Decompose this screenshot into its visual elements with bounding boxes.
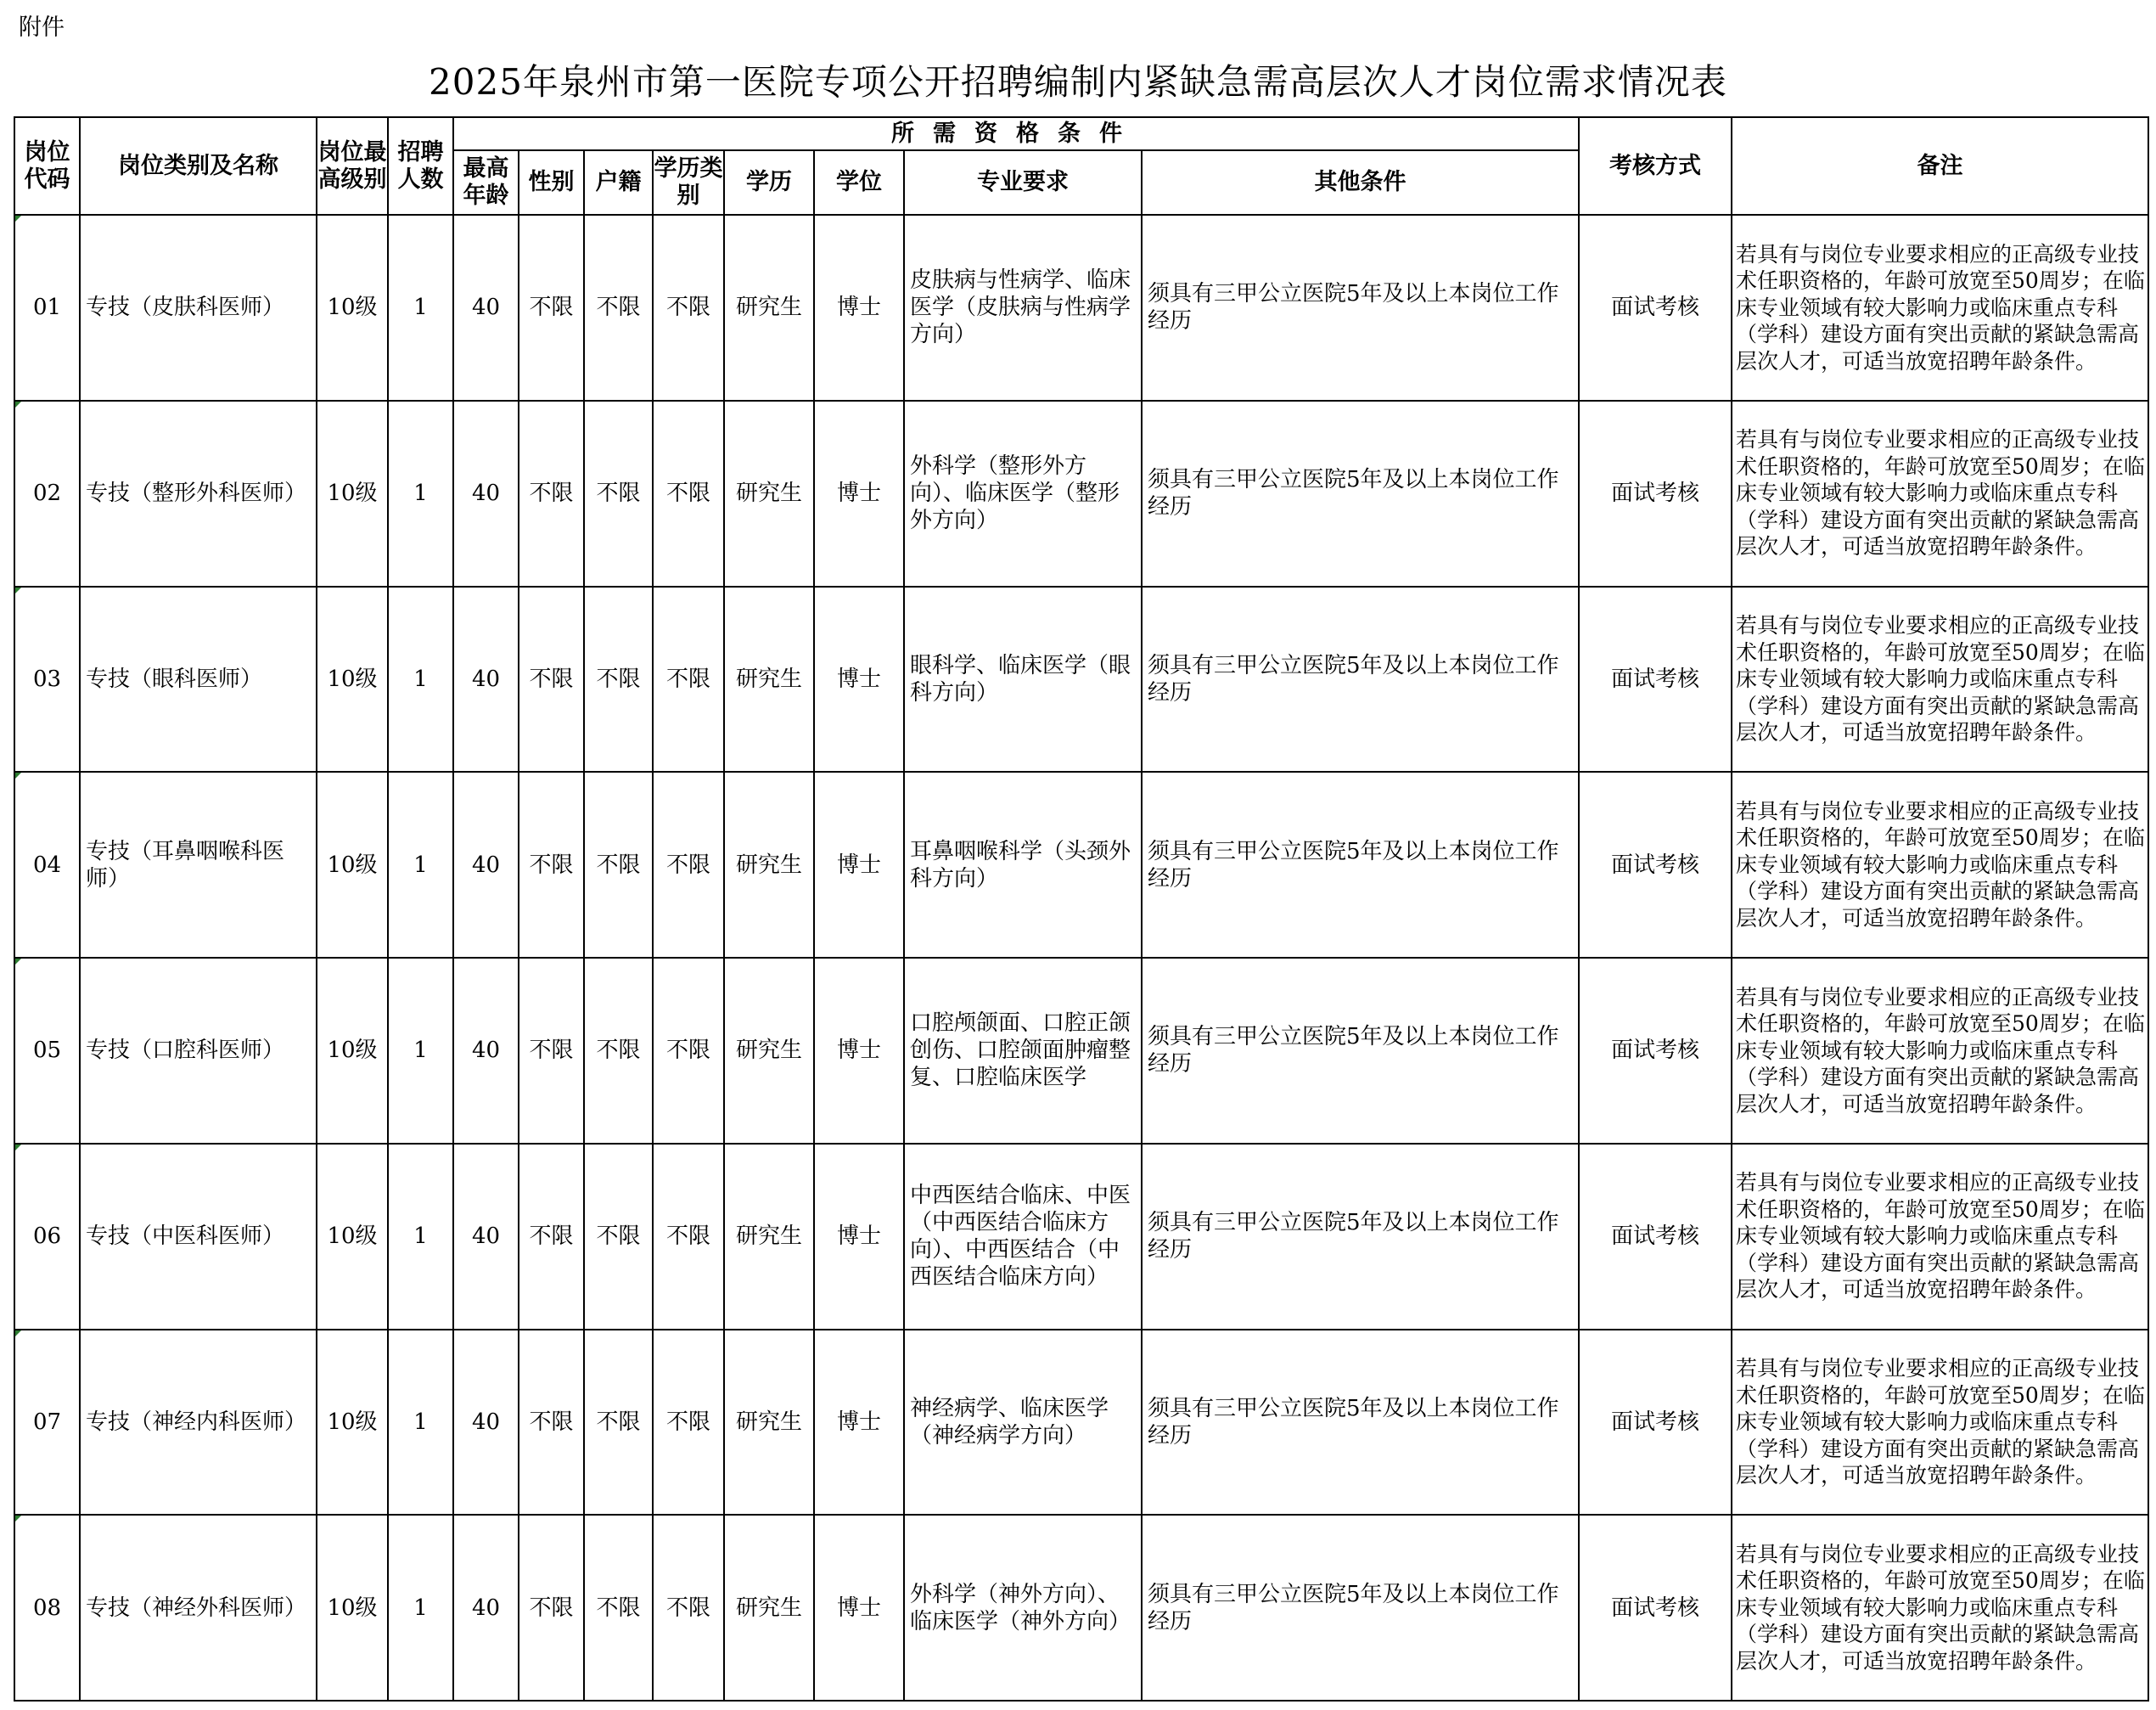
cell-position-name: 专技（整形外科医师）	[80, 401, 317, 587]
header-education: 学历	[724, 150, 814, 215]
cell-major: 皮肤病与性病学、临床医学（皮肤病与性病学方向）	[904, 215, 1142, 401]
cell-gender: 不限	[519, 1330, 584, 1516]
cell-other-conditions: 须具有三甲公立医院5年及以上本岗位工作经历	[1142, 772, 1579, 958]
table-row	[14, 772, 2148, 958]
cell-major: 眼科学、临床医学（眼科方向）	[904, 587, 1142, 773]
cell-position-name: 专技（口腔科医师）	[80, 958, 317, 1144]
cell-position-name: 专技（神经内科医师）	[80, 1330, 317, 1516]
table-row	[14, 401, 2148, 587]
cell-max-age: 40	[453, 587, 519, 773]
cell-assessment: 面试考核	[1579, 401, 1732, 587]
cell-education: 研究生	[724, 1515, 814, 1701]
cell-major: 耳鼻咽喉科学（头颈外科方向）	[904, 772, 1142, 958]
cell-degree: 博士	[814, 587, 904, 773]
cell-code: 01	[14, 215, 80, 401]
cell-education: 研究生	[724, 587, 814, 773]
cell-gender: 不限	[519, 958, 584, 1144]
cell-remarks: 若具有与岗位专业要求相应的正高级专业技术任职资格的，年龄可放宽至50周岁；在临床专业领域有较大影响力或临床重点专科（学科）建设方面有突出贡献的紧缺急需高层次人才，可适当放宽招聘年龄条件。	[1732, 958, 2148, 1144]
cell-other-conditions: 须具有三甲公立医院5年及以上本岗位工作经历	[1142, 1144, 1579, 1330]
cell-assessment: 面试考核	[1579, 587, 1732, 773]
cell-remarks: 若具有与岗位专业要求相应的正高级专业技术任职资格的，年龄可放宽至50周岁；在临床专业领域有较大影响力或临床重点专科（学科）建设方面有突出贡献的紧缺急需高层次人才，可适当放宽招聘年龄条件。	[1732, 1144, 2148, 1330]
cell-max-age: 40	[453, 1515, 519, 1701]
cell-degree: 博士	[814, 1515, 904, 1701]
cell-degree: 博士	[814, 772, 904, 958]
table-row	[14, 587, 2148, 773]
cell-level: 10级	[317, 1515, 388, 1701]
header-qualifications: 所需资格条件	[453, 117, 1579, 150]
cell-hukou: 不限	[584, 215, 653, 401]
cell-degree: 博士	[814, 958, 904, 1144]
cell-level: 10级	[317, 1144, 388, 1330]
cell-assessment: 面试考核	[1579, 1330, 1732, 1516]
cell-code: 05	[14, 958, 80, 1144]
header-other: 其他条件	[1142, 150, 1579, 215]
attachment-label: 附件	[19, 14, 65, 41]
page-title: 2025年泉州市第一医院专项公开招聘编制内紧缺急需高层次人才岗位需求情况表	[429, 61, 1727, 103]
cell-education: 研究生	[724, 772, 814, 958]
cell-education: 研究生	[724, 401, 814, 587]
cell-edu-type: 不限	[653, 401, 724, 587]
cell-education: 研究生	[724, 1144, 814, 1330]
cell-remarks: 若具有与岗位专业要求相应的正高级专业技术任职资格的，年龄可放宽至50周岁；在临床专业领域有较大影响力或临床重点专科（学科）建设方面有突出贡献的紧缺急需高层次人才，可适当放宽招聘年龄条件。	[1732, 401, 2148, 587]
recruitment-table	[14, 116, 2149, 1702]
cell-code: 03	[14, 587, 80, 773]
header-degree: 学位	[814, 150, 904, 215]
cell-assessment: 面试考核	[1579, 215, 1732, 401]
header-remarks: 备注	[1732, 117, 2148, 215]
cell-gender: 不限	[519, 1144, 584, 1330]
cell-code: 02	[14, 401, 80, 587]
cell-education: 研究生	[724, 958, 814, 1144]
cell-max-age: 40	[453, 958, 519, 1144]
cell-code: 06	[14, 1144, 80, 1330]
cell-count: 1	[388, 1330, 453, 1516]
table-row	[14, 1515, 2148, 1701]
cell-degree: 博士	[814, 401, 904, 587]
cell-education: 研究生	[724, 215, 814, 401]
cell-count: 1	[388, 1144, 453, 1330]
cell-max-age: 40	[453, 772, 519, 958]
cell-major: 外科学（整形外方向）、临床医学（整形外方向）	[904, 401, 1142, 587]
cell-remarks: 若具有与岗位专业要求相应的正高级专业技术任职资格的，年龄可放宽至50周岁；在临床专业领域有较大影响力或临床重点专科（学科）建设方面有突出贡献的紧缺急需高层次人才，可适当放宽招聘年龄条件。	[1732, 1330, 2148, 1516]
table-row	[14, 215, 2148, 401]
header-level: 岗位最高级别	[317, 117, 388, 215]
cell-remarks: 若具有与岗位专业要求相应的正高级专业技术任职资格的，年龄可放宽至50周岁；在临床专业领域有较大影响力或临床重点专科（学科）建设方面有突出贡献的紧缺急需高层次人才，可适当放宽招聘年龄条件。	[1732, 1515, 2148, 1701]
cell-education: 研究生	[724, 1330, 814, 1516]
cell-position-name: 专技（神经外科医师）	[80, 1515, 317, 1701]
cell-count: 1	[388, 1515, 453, 1701]
cell-hukou: 不限	[584, 1515, 653, 1701]
cell-assessment: 面试考核	[1579, 772, 1732, 958]
cell-degree: 博士	[814, 1144, 904, 1330]
cell-edu-type: 不限	[653, 1515, 724, 1701]
cell-code: 08	[14, 1515, 80, 1701]
cell-hukou: 不限	[584, 587, 653, 773]
header-max-age: 最高年龄	[453, 150, 519, 215]
cell-gender: 不限	[519, 587, 584, 773]
cell-level: 10级	[317, 958, 388, 1144]
cell-hukou: 不限	[584, 1144, 653, 1330]
cell-code: 07	[14, 1330, 80, 1516]
cell-edu-type: 不限	[653, 772, 724, 958]
cell-level: 10级	[317, 587, 388, 773]
cell-other-conditions: 须具有三甲公立医院5年及以上本岗位工作经历	[1142, 587, 1579, 773]
cell-level: 10级	[317, 401, 388, 587]
cell-level: 10级	[317, 215, 388, 401]
cell-edu-type: 不限	[653, 958, 724, 1144]
cell-edu-type: 不限	[653, 1144, 724, 1330]
header-hukou: 户籍	[584, 150, 653, 215]
cell-count: 1	[388, 772, 453, 958]
cell-edu-type: 不限	[653, 1330, 724, 1516]
cell-major: 口腔颅颌面、口腔正颌创伤、口腔颌面肿瘤整复、口腔临床医学	[904, 958, 1142, 1144]
header-name: 岗位类别及名称	[80, 117, 317, 215]
header-gender: 性别	[519, 150, 584, 215]
cell-max-age: 40	[453, 1144, 519, 1330]
cell-hukou: 不限	[584, 958, 653, 1144]
header-major: 专业要求	[904, 150, 1142, 215]
cell-gender: 不限	[519, 1515, 584, 1701]
cell-count: 1	[388, 401, 453, 587]
cell-hukou: 不限	[584, 1330, 653, 1516]
cell-max-age: 40	[453, 401, 519, 587]
header-count: 招聘人数	[388, 117, 453, 215]
cell-position-name: 专技（中医科医师）	[80, 1144, 317, 1330]
cell-gender: 不限	[519, 772, 584, 958]
cell-assessment: 面试考核	[1579, 1515, 1732, 1701]
cell-other-conditions: 须具有三甲公立医院5年及以上本岗位工作经历	[1142, 958, 1579, 1144]
header-edu-type: 学历类别	[653, 150, 724, 215]
cell-degree: 博士	[814, 215, 904, 401]
cell-assessment: 面试考核	[1579, 1144, 1732, 1330]
cell-level: 10级	[317, 772, 388, 958]
cell-other-conditions: 须具有三甲公立医院5年及以上本岗位工作经历	[1142, 1515, 1579, 1701]
cell-gender: 不限	[519, 401, 584, 587]
cell-count: 1	[388, 958, 453, 1144]
cell-position-name: 专技（眼科医师）	[80, 587, 317, 773]
cell-major: 中西医结合临床、中医（中西医结合临床方向）、中西医结合（中西医结合临床方向）	[904, 1144, 1142, 1330]
cell-other-conditions: 须具有三甲公立医院5年及以上本岗位工作经历	[1142, 1330, 1579, 1516]
cell-count: 1	[388, 215, 453, 401]
table-row	[14, 1144, 2148, 1330]
cell-major: 神经病学、临床医学（神经病学方向）	[904, 1330, 1142, 1516]
cell-remarks: 若具有与岗位专业要求相应的正高级专业技术任职资格的，年龄可放宽至50周岁；在临床专业领域有较大影响力或临床重点专科（学科）建设方面有突出贡献的紧缺急需高层次人才，可适当放宽招聘年龄条件。	[1732, 587, 2148, 773]
cell-level: 10级	[317, 1330, 388, 1516]
cell-other-conditions: 须具有三甲公立医院5年及以上本岗位工作经历	[1142, 215, 1579, 401]
cell-max-age: 40	[453, 1330, 519, 1516]
cell-degree: 博士	[814, 1330, 904, 1516]
table-row	[14, 958, 2148, 1144]
cell-position-name: 专技（皮肤科医师）	[80, 215, 317, 401]
header-code: 岗位代码	[14, 117, 80, 215]
cell-code: 04	[14, 772, 80, 958]
cell-remarks: 若具有与岗位专业要求相应的正高级专业技术任职资格的，年龄可放宽至50周岁；在临床专业领域有较大影响力或临床重点专科（学科）建设方面有突出贡献的紧缺急需高层次人才，可适当放宽招聘年龄条件。	[1732, 215, 2148, 401]
header-assessment: 考核方式	[1579, 117, 1732, 215]
cell-hukou: 不限	[584, 772, 653, 958]
cell-gender: 不限	[519, 215, 584, 401]
cell-major: 外科学（神外方向）、临床医学（神外方向）	[904, 1515, 1142, 1701]
cell-remarks: 若具有与岗位专业要求相应的正高级专业技术任职资格的，年龄可放宽至50周岁；在临床专业领域有较大影响力或临床重点专科（学科）建设方面有突出贡献的紧缺急需高层次人才，可适当放宽招聘年龄条件。	[1732, 772, 2148, 958]
cell-count: 1	[388, 587, 453, 773]
cell-edu-type: 不限	[653, 587, 724, 773]
cell-assessment: 面试考核	[1579, 958, 1732, 1144]
cell-hukou: 不限	[584, 401, 653, 587]
cell-position-name: 专技（耳鼻咽喉科医师）	[80, 772, 317, 958]
table-row	[14, 1330, 2148, 1516]
cell-edu-type: 不限	[653, 215, 724, 401]
cell-other-conditions: 须具有三甲公立医院5年及以上本岗位工作经历	[1142, 401, 1579, 587]
cell-max-age: 40	[453, 215, 519, 401]
